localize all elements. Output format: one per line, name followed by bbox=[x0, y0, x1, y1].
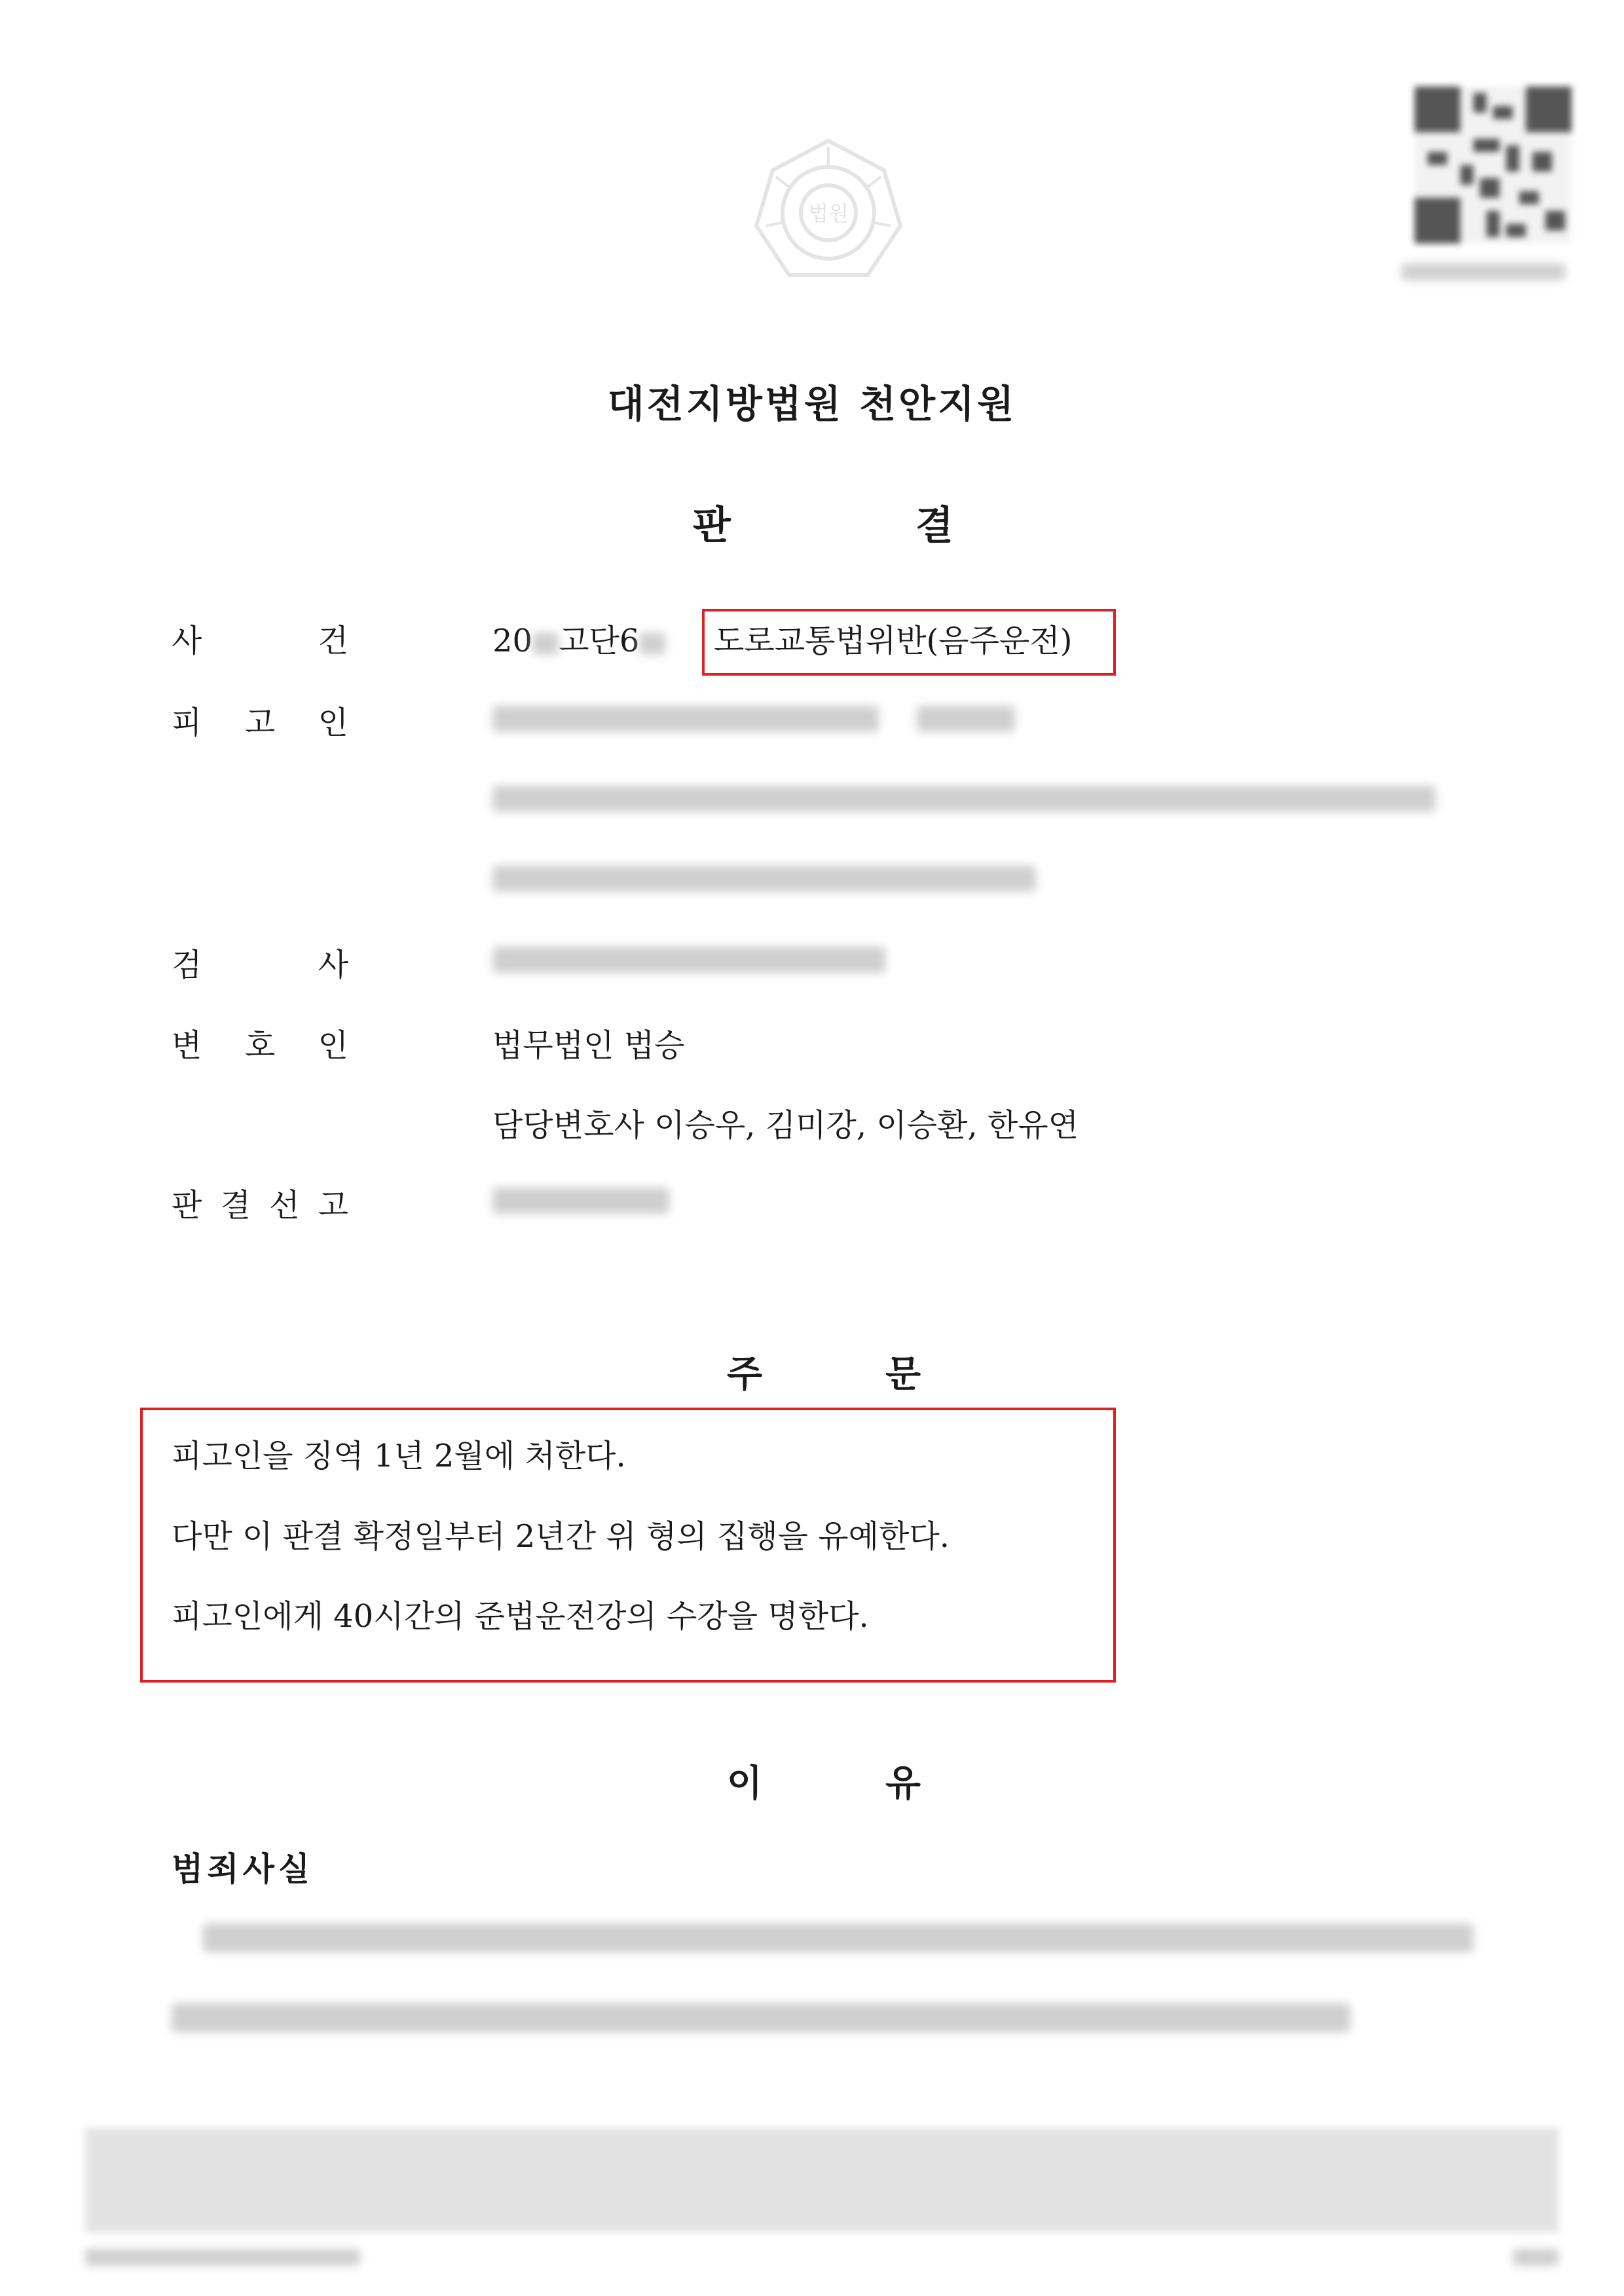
reasons-title-left: 이 bbox=[727, 1762, 763, 1805]
order-title-right: 문 bbox=[885, 1353, 921, 1396]
counsel-lawyers: 담당변호사 이승우, 김미강, 이승환, 한유연 bbox=[492, 1107, 1079, 1144]
order-line-driving-course: 피고인에게 40시간의 준법운전강의 수강을 명한다. bbox=[172, 1598, 869, 1635]
defendant-name-redacted bbox=[492, 706, 879, 732]
order-title-left: 주 bbox=[727, 1353, 763, 1396]
footer-page-number-redacted bbox=[1513, 2249, 1559, 2266]
court-name: 대전지방법원 천안지원 bbox=[607, 382, 1017, 426]
footer-notice-redacted bbox=[85, 2128, 1559, 2232]
defendant-occupation-redacted bbox=[917, 706, 1015, 732]
footer-doc-id-redacted bbox=[85, 2249, 360, 2266]
reasons-title-right: 유 bbox=[885, 1762, 921, 1805]
qr-code bbox=[1414, 86, 1572, 244]
prosecutor-label: 검 사 bbox=[172, 947, 348, 983]
defendant-label: 피 고 인 bbox=[172, 704, 348, 741]
defendant-address-redacted bbox=[492, 786, 1435, 812]
counsel-firm: 법무법인 법승 bbox=[492, 1027, 685, 1064]
counsel-label: 변 호 인 bbox=[172, 1027, 348, 1064]
case-number: 20 고단6 bbox=[492, 615, 665, 661]
doc-title-left: 판 bbox=[693, 503, 731, 549]
judgment-date-label: 판 결 선 고 bbox=[172, 1187, 348, 1224]
qr-serial-redacted bbox=[1401, 263, 1565, 280]
case-label: 사 건 bbox=[172, 623, 348, 659]
order-line-sentence: 피고인을 징역 1년 2월에 처한다. bbox=[172, 1438, 626, 1474]
judgment-date-redacted bbox=[492, 1188, 669, 1214]
crime-facts-heading: 범죄사실 bbox=[172, 1850, 314, 1888]
court-seal-icon bbox=[750, 134, 907, 291]
doc-title-right: 결 bbox=[915, 503, 953, 549]
case-name: 도로교통법위반(음주운전) bbox=[714, 623, 1073, 659]
crime-facts-line-1-redacted bbox=[203, 1923, 1473, 1952]
prosecutor-name-redacted bbox=[492, 947, 885, 973]
seal-text: 법원 bbox=[808, 201, 849, 226]
crime-facts-line-2-redacted bbox=[172, 2003, 1350, 2032]
order-line-probation: 다만 이 판결 확정일부터 2년간 위 형의 집행을 유예한다. bbox=[172, 1518, 950, 1555]
defendant-registered-address-redacted bbox=[492, 866, 1036, 892]
